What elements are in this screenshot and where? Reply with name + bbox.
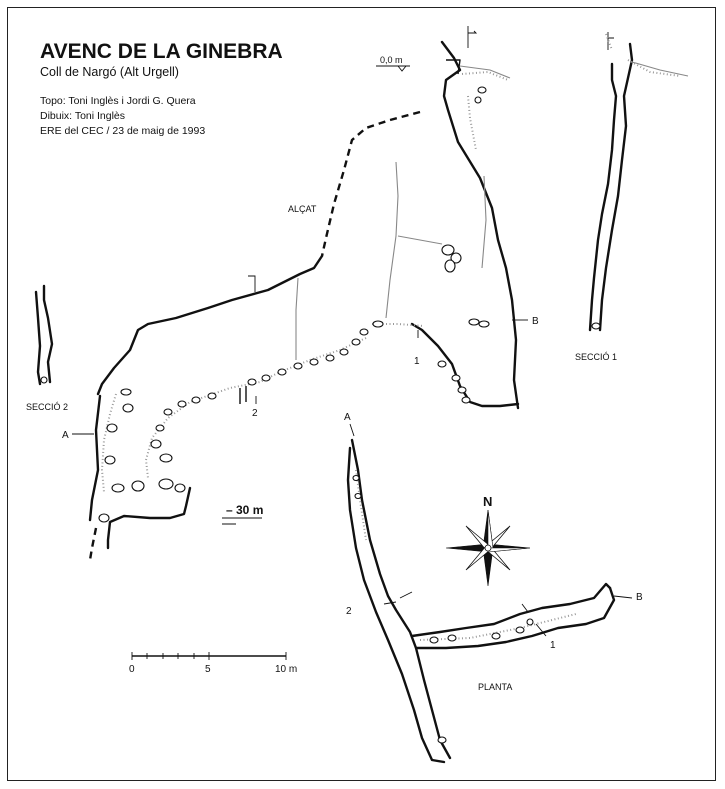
north-label: N: [483, 494, 493, 509]
plan-b-tick: [614, 596, 632, 598]
section-2-rock: [41, 377, 47, 383]
depth-marker-30m: – 30 m: [226, 503, 264, 517]
plan-marker-2: 2: [346, 606, 352, 617]
surface-scree-top: [462, 72, 508, 150]
credit-survey: Topo: Toni Inglès i Jordi G. Quera: [40, 95, 196, 107]
elevation-marker-b: B: [532, 316, 539, 327]
plan-a-tick: [350, 424, 354, 436]
scale-label-5: 5: [205, 664, 211, 675]
depth-marker-symbol: [222, 518, 262, 524]
section-2-label: SECCIÓ 2: [26, 402, 69, 412]
scale-label-0: 0: [129, 664, 135, 675]
shaft-line-b: [386, 162, 398, 318]
scale-bar: [129, 652, 297, 675]
elevation-wall-lower-dashed: [90, 528, 96, 560]
elevation-marker-a: A: [62, 430, 69, 441]
credit-team-date: ERE del CEC / 23 de maig de 1993: [40, 125, 206, 137]
section-2-wall-right: [44, 286, 52, 382]
section-1-surface: [606, 34, 680, 76]
section-1-view: [575, 32, 688, 362]
elevation-floor-bottom: [108, 488, 190, 548]
plan-boulders: [353, 476, 533, 744]
section-1-label: SECCIÓ 1: [575, 352, 618, 362]
section-2-view: [26, 286, 68, 412]
elevation-view-label: ALÇAT: [288, 204, 317, 214]
scale-label-10m: 10 m: [275, 664, 298, 675]
plan-marker-a: A: [344, 412, 351, 423]
plan-view: [344, 412, 643, 762]
elevation-marker-2: 2: [252, 408, 258, 419]
plan-view-label: PLANTA: [478, 682, 513, 692]
map-title: AVENC DE LA GINEBRA: [40, 40, 283, 63]
section-1-rock: [592, 323, 600, 329]
elevation-wall-right: [442, 42, 518, 408]
entrance-marker-left: [248, 276, 255, 292]
entrance-marker-top: [468, 26, 476, 48]
elevation-lower-right-wall: [412, 324, 518, 406]
elevation-marker-1: 1: [414, 356, 420, 367]
section-2-mark: [240, 386, 246, 404]
plan-wall-right: [352, 440, 450, 758]
section-1-wall-right: [600, 44, 632, 330]
datum-top-symbol: [376, 66, 410, 71]
credit-drawing: Dibuix: Toni Inglès: [40, 110, 126, 122]
elevation-boulders: [99, 87, 489, 522]
shaft-branch: [398, 236, 442, 244]
plan-marker-1: 1: [550, 640, 556, 651]
map-subtitle: Coll de Nargó (Alt Urgell): [40, 65, 179, 79]
plan-branch-lower-wall: [416, 588, 614, 648]
datum-top-depth: 0,0 m: [380, 55, 403, 65]
floor-scree-left: [102, 394, 116, 492]
section-2-wall-left: [36, 292, 40, 384]
plan-marker-b: B: [636, 592, 643, 603]
shaft-line-a: [296, 278, 298, 360]
north-arrow-icon: [446, 494, 530, 586]
elevation-wall-lower-left: [90, 396, 100, 520]
plan-floor-scree: [356, 470, 576, 640]
elevation-wall-left: [98, 256, 322, 394]
surface-slope-top: [460, 66, 510, 78]
plan-branch-upper-wall: [412, 584, 610, 636]
elevation-roof-dashed: [322, 112, 420, 256]
